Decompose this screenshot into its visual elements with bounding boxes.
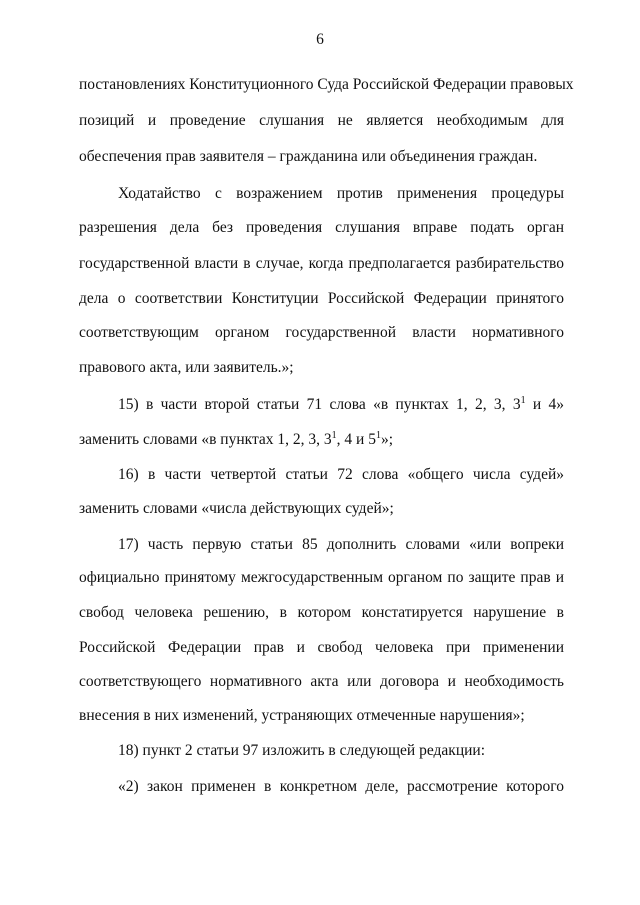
- text-line: правового акта, или заявитель.»;: [79, 359, 294, 376]
- text-line: Ходатайство с возражением против применения процедуры: [118, 185, 564, 202]
- text-line: официально принятому межгосударственным органом по защите прав и: [79, 569, 564, 586]
- text-line: разрешения дела без проведения слушания вправе подать орган: [79, 219, 564, 236]
- text-line: «2) закон применен в конкретном деле, рассмотрение которого: [118, 778, 564, 795]
- text-segment: 15) в части второй статьи 71 слова «в пунктах 1, 2, 3, 3: [118, 396, 521, 413]
- page-number: 6: [316, 31, 324, 48]
- text-line: постановлениях Конституционного Суда Российской Федерации правовых: [79, 76, 574, 93]
- text-line: государственной власти в случае, когда предполагается разбирательство: [79, 255, 564, 272]
- superscript: 1: [375, 430, 381, 441]
- text-line: внесения в них изменений, устраняющих отмеченные нарушения»;: [79, 707, 525, 724]
- text-segment: »;: [380, 431, 394, 448]
- text-segment: заменить словами «в пунктах 1, 2, 3, 3: [79, 431, 332, 448]
- text-line: [79, 387, 564, 422]
- text-line: 16) в части четвертой статьи 72 слова «общего числа судей»: [118, 466, 564, 483]
- text-line: 18) пункт 2 статьи 97 изложить в следующей редакции:: [118, 742, 486, 759]
- superscript: 1: [520, 395, 526, 406]
- text-line: 17) часть первую статьи 85 дополнить словами «или вопреки: [118, 536, 564, 553]
- text-line: Российской Федерации прав и свобод человека при применении: [79, 639, 564, 656]
- text-segment: и 4»: [525, 396, 565, 413]
- text-line: дела о соответствии Конституции Российской Федерации принятого: [79, 290, 564, 307]
- text-segment: , 4 и 5: [336, 431, 376, 448]
- text-line: свобод человека решению, в котором констатируется нарушение в: [79, 604, 564, 621]
- text-line: заменить словами «числа действующих судей»;: [79, 500, 394, 517]
- text-line: соответствующим органом государственной власти нормативного: [79, 324, 564, 341]
- text-line: соответствующего нормативного акта или договора и необходимость: [79, 673, 564, 690]
- text-line: обеспечения прав заявителя – гражданина или объединения граждан.: [79, 148, 538, 165]
- text-line: [79, 422, 564, 457]
- superscript: 1: [331, 430, 337, 441]
- text-line: позиций и проведение слушания не является необходимым для: [79, 112, 564, 129]
